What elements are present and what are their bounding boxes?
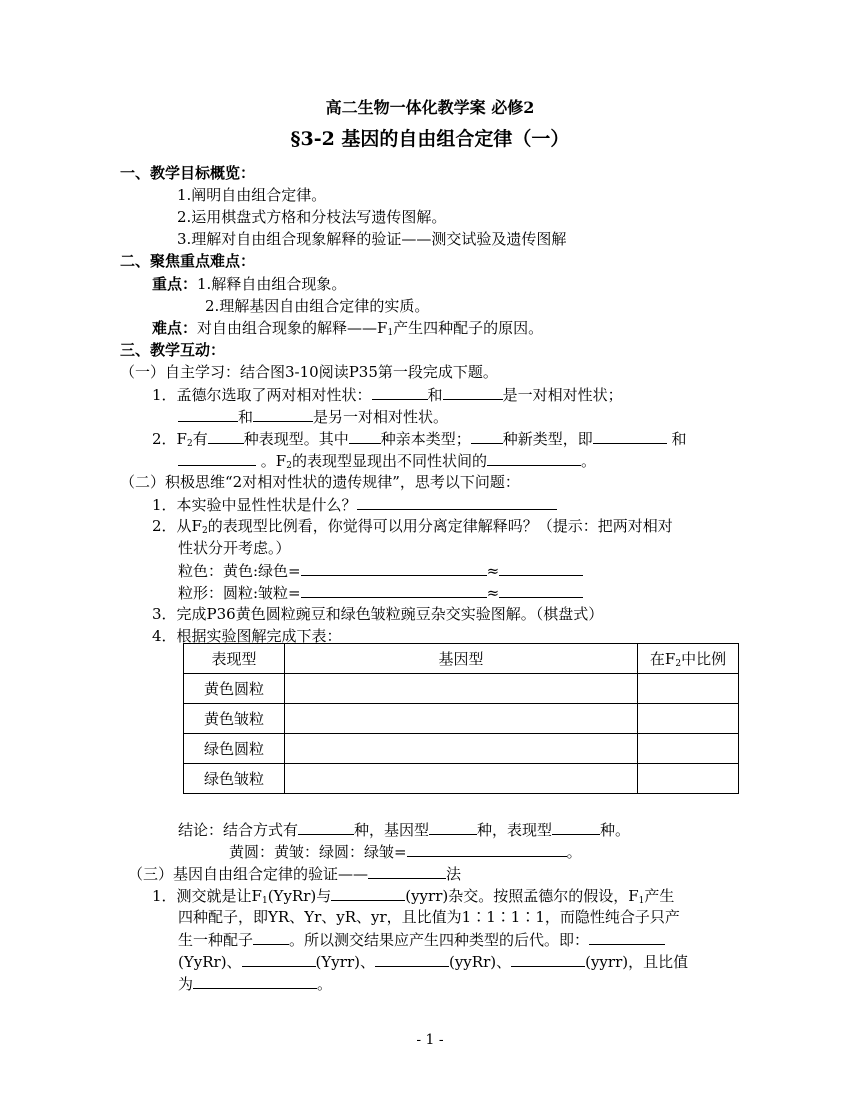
answer-blank[interactable] — [357, 494, 557, 510]
answer-blank[interactable] — [375, 951, 449, 967]
genotype-cell[interactable] — [285, 704, 638, 734]
question-1-1-cont: 和 是另一对相对性状。 — [178, 406, 448, 427]
testcross-line-4: (YyRr)、 (Yyrr)、 (yyRr)、 (yyrr)，且比值 — [178, 953, 689, 971]
answer-blank[interactable] — [443, 384, 503, 400]
answer-blank[interactable] — [511, 951, 585, 967]
answer-blank[interactable] — [301, 560, 487, 576]
shape-ratio: 粒形：圆粒:皱粒= ≈ — [178, 582, 583, 603]
key-point-1 — [152, 274, 346, 294]
answer-blank[interactable] — [331, 885, 405, 901]
key-label: 重点： — [152, 275, 198, 293]
answer-blank[interactable] — [499, 560, 583, 576]
document-header: 高二生物一体化教学案 必修2 — [325, 98, 535, 117]
part-2-heading: （二）积极思维“2对相对性状的遗传规律”，思考以下问题： — [120, 473, 520, 491]
answer-blank[interactable] — [253, 406, 313, 422]
table-header-genotype: 基因型 — [285, 644, 638, 674]
answer-blank[interactable] — [589, 929, 665, 945]
question-1-2-cont: 。$F_2$的表现型显现出不同性状间的 。 — [178, 450, 596, 476]
section-1-heading: 一、教学目标概览： — [120, 164, 256, 182]
table-row — [184, 764, 739, 794]
answer-blank[interactable] — [178, 406, 238, 422]
question-2-2-cont: 性状分开考虑。） — [178, 539, 291, 557]
question-1-2: 2．$F_2$有 种表现型。其中 种亲本类型； 种新类型，即 和 — [152, 430, 687, 449]
answer-blank[interactable] — [593, 428, 667, 444]
ratio-cell[interactable] — [638, 704, 739, 734]
objective-1: 1.阐明自由组合定律。 — [177, 186, 327, 204]
testcross-line-2: 四种配子，即YR、Yr、yR、yr，且比值为1∶1∶1∶1，而隐性纯合子只产 — [178, 908, 680, 926]
genotype-cell[interactable] — [285, 764, 638, 794]
difficulty-label: 难点： — [152, 319, 198, 337]
section-3-heading: 三、教学互动： — [120, 341, 226, 359]
answer-blank[interactable] — [471, 428, 503, 444]
section-2-heading: 二、聚焦重点难点： — [120, 252, 256, 270]
answer-blank[interactable] — [368, 863, 446, 879]
color-ratio: 粒色：黄色:绿色= ≈ — [178, 560, 583, 581]
testcross-line-1: 1．测交就是让$F_1(YyRr)$与 (yyrr)杂交。按照孟德尔的假设，$F_1$产生 — [152, 887, 675, 906]
answer-blank[interactable] — [253, 929, 289, 945]
answer-blank[interactable] — [429, 819, 477, 835]
question-1-1: 1．孟德尔选取了两对相对性状： 和 是一对相对性状； — [152, 386, 623, 404]
genotype-cell[interactable] — [285, 674, 638, 704]
genotype-table — [183, 643, 739, 794]
answer-blank[interactable] — [499, 582, 583, 598]
genotype-cell[interactable] — [285, 734, 638, 764]
answer-blank[interactable] — [349, 428, 381, 444]
table-header-phenotype: 表现型 — [184, 644, 285, 674]
ratio-cell[interactable] — [638, 674, 739, 704]
answer-blank[interactable] — [242, 951, 316, 967]
table-row — [184, 734, 739, 764]
part-1-heading: （一）自主学习：结合图3-10阅读P35第一段完成下题。 — [120, 363, 498, 381]
question-2-2: 2．从$F_2$的表现型比例看，你觉得可以用分离定律解释吗？（提示：把两对相对 — [152, 517, 673, 536]
page-number: - 1 - — [416, 1032, 444, 1048]
testcross-line-5: 为 。 — [178, 975, 333, 993]
document-title: §3-2 基因的自由组合定律（一） — [290, 128, 570, 150]
phenotype-cell: 绿色皱粒 — [184, 764, 285, 794]
question-2-3: 3．完成P36黄色圆粒豌豆和绿色皱粒豌豆杂交实验图解。（棋盘式） — [152, 605, 604, 623]
difficulty: 难点：对自由组合现象的解释$——F_1$产生四种配子的原因。 — [152, 319, 544, 338]
ratio-cell[interactable] — [638, 764, 739, 794]
table-header-row — [184, 644, 739, 674]
conclusion: 结论：结合方式有 种，基因型 种，表现型 种。 — [178, 821, 631, 839]
key-point-2: 2.理解基因自由组合定律的实质。 — [205, 297, 430, 315]
objective-3: 3.理解对自由组合现象解释的验证——测交试验及遗传图解 — [177, 230, 567, 248]
question-2-4: 4．根据实验图解完成下表： — [152, 627, 342, 645]
table-row — [184, 674, 739, 704]
testcross-line-3: 生一种配子 。所以测交结果应产生四种类型的后代。即： — [178, 929, 665, 950]
phenotype-cell: 绿色圆粒 — [184, 734, 285, 764]
key-text-1: 1.解释自由组合现象。 — [197, 275, 347, 293]
answer-blank[interactable] — [208, 428, 244, 444]
part-3-heading: （三）基因自由组合定律的验证—— 法 — [128, 865, 462, 883]
phenotype-cell: 黄色皱粒 — [184, 704, 285, 734]
answer-blank[interactable] — [193, 973, 317, 989]
answer-blank[interactable] — [298, 819, 354, 835]
answer-blank[interactable] — [178, 450, 256, 466]
answer-blank[interactable] — [372, 384, 428, 400]
answer-blank[interactable] — [487, 450, 581, 466]
table-header-ratio: 在$F_2$中比例 — [638, 644, 739, 674]
ratio-cell[interactable] — [638, 734, 739, 764]
answer-blank[interactable] — [301, 582, 487, 598]
conclusion-ratio: 黄圆：黄皱：绿圆：绿皱= 。 — [229, 843, 582, 861]
question-2-1: 1．本实验中显性性状是什么？ — [152, 494, 557, 515]
answer-blank[interactable] — [407, 841, 567, 857]
phenotype-cell: 黄色圆粒 — [184, 674, 285, 704]
objective-2: 2.运用棋盘式方格和分枝法写遗传图解。 — [177, 208, 447, 226]
table-row — [184, 704, 739, 734]
answer-blank[interactable] — [552, 819, 600, 835]
